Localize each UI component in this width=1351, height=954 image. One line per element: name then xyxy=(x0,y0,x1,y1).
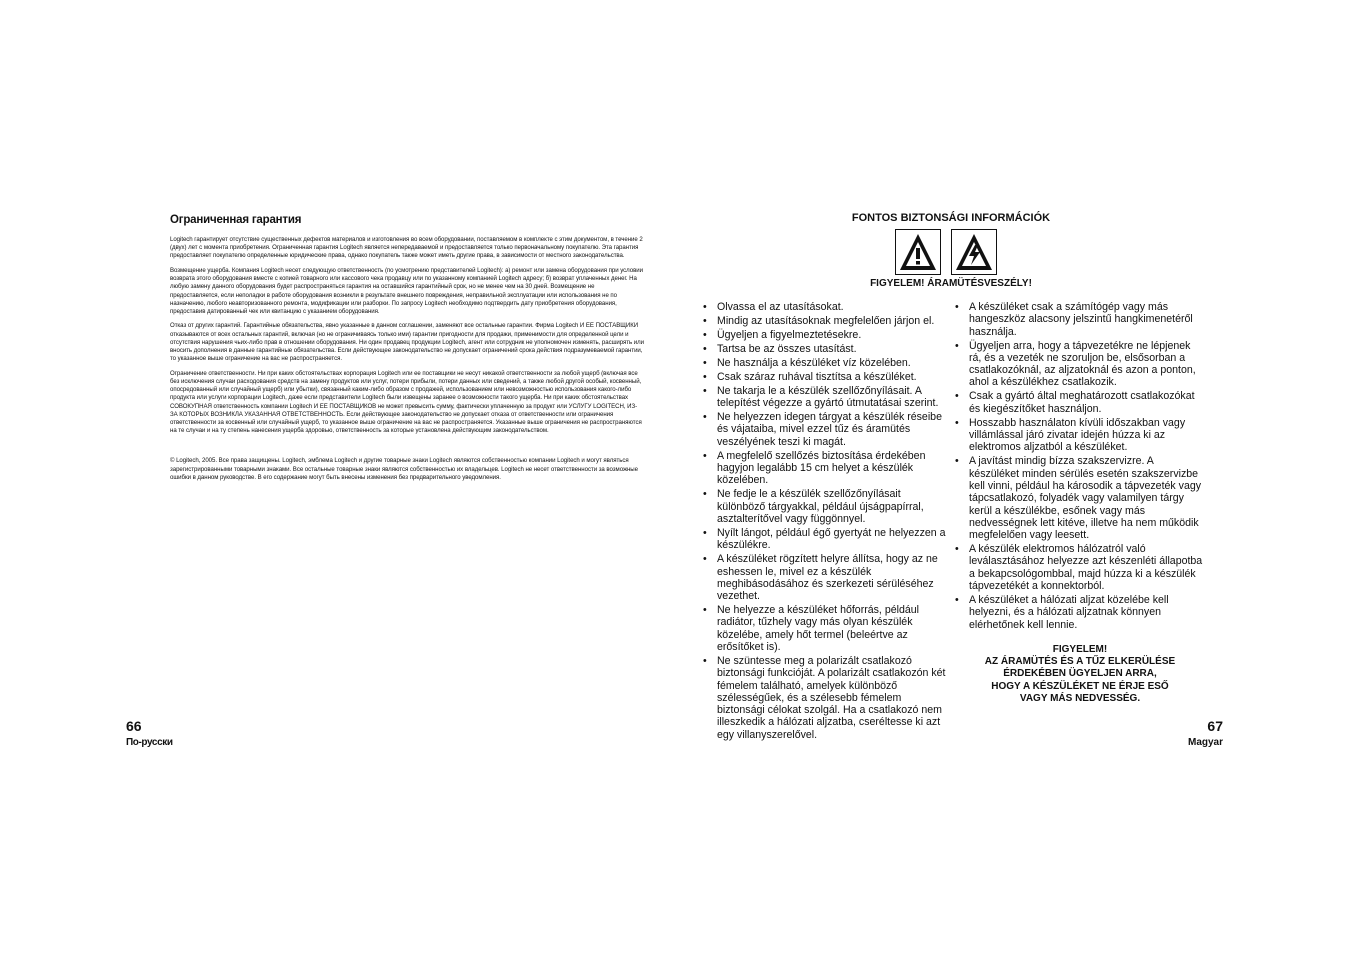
bullet-icon: • xyxy=(955,543,959,556)
safety-list-text: Mindig az utasításoknak megfelelően járjon el. xyxy=(717,314,935,327)
safety-list-text: Ne helyezzen idegen tárgyat a készülék réseibe és vájataiba, mivel ezzel tűz és áramütés veszélyének teszi ki magát. xyxy=(717,411,942,448)
safety-list-item xyxy=(955,594,1205,631)
bullet-icon: • xyxy=(703,604,707,617)
page-number-left: 66 xyxy=(126,718,142,734)
safety-list-item xyxy=(703,527,948,552)
bullet-icon: • xyxy=(955,339,959,352)
safety-list-text: Ügyeljen a figyelmeztetésekre. xyxy=(717,328,862,341)
safety-list-item xyxy=(703,655,948,741)
page-language-right: Magyar xyxy=(1187,737,1223,748)
page-language-left: По-русски xyxy=(126,737,173,748)
safety-list-text: Csak a gyártó által meghatározott csatlakozókat és kiegészítőket használjon. xyxy=(969,390,1195,415)
safety-list-text: Ne takarja le a készülék szellőzőnyílásait. A telepítést végezze a gyártó útmutatásai szerint. xyxy=(717,384,939,410)
bullet-icon: • xyxy=(955,390,959,403)
lightning-warning-icon xyxy=(951,229,997,275)
page-number-right: 67 xyxy=(1207,718,1223,734)
safety-list-text: Ne fedje le a készülék szellőzőnyílásait különböző tárgyakkal, például újságpapírral, asztalterítővel vagy függönnyel. xyxy=(717,488,924,525)
warranty-paragraph: Ограничение ответственности. Ни при каких обстоятельствах корпорация Logitech или ее поставщики не несут никакой ответственности за любой ущерб (включая все без исключения случаи расходования средств на замену продуктов или услуг, потери прибыли, потери данных или сведений, а также любой другой особый, косвенный, опосредованный или случайный ущерб) или убытки), связанный каким-либо образом с продажей, использованием или невозможностью использования какого-либо продукта или услуги корпорации Logitech, даже если представители Logitech были извещены заранее о возможности такого ущерба. Ни при каких обстоятельствах СОВОКУПНАЯ ответственность компании Logitech И ЕЕ ПОСТАВЩИКОВ не может превысить сумму, фактически уплаченную за продукт или УСЛУГУ LOGITECH, ИЗ-ЗА КОТОРЫХ ВОЗНИКЛА УКАЗАННАЯ ОТВЕТСТВЕННОСТЬ. Если действующее законодательство не допускает отказа от ответственности или ограничения ответственности за косвенный или случайный ущерб, то указанное выше ограничение на вас не распространяется. Указанные выше ограничения не распространяются на те случаи и на ту степень нанесения ущерба здоровью, ответственность за которые установлена действующим законодательством. xyxy=(170,369,642,435)
bullet-icon: • xyxy=(703,342,707,355)
warranty-body xyxy=(170,236,644,488)
bullet-icon: • xyxy=(703,411,707,424)
safety-list-item xyxy=(703,357,948,369)
safety-list-right xyxy=(955,301,1205,633)
exclamation-warning-icon xyxy=(895,229,941,275)
copyright-paragraph: © Logitech, 2005. Все права защищены. Logitech, эмблема Logitech и другие товарные знаки Logitech являются собственностью компании Logitech и могут являться зарегистрированными товарными знаками. Все остальные товарные знаки являются собственностью их владельцев. Logitech не несет ответственности за возможные ошибки в данном руководстве. В его содержание могут быть внесены изменения без предварительного уведомления. xyxy=(170,457,638,481)
bullet-icon: • xyxy=(703,370,707,383)
safety-list-item xyxy=(955,340,1205,389)
safety-list-item xyxy=(703,385,948,410)
safety-list-text: Tartsa be az összes utasítást. xyxy=(717,342,857,355)
bullet-icon: • xyxy=(703,384,707,397)
warning-note-line: AZ ÁRAMÜTÉS ÉS A TŰZ ELKERÜLÉSE xyxy=(984,656,1176,668)
warranty-paragraph: Отказ от других гарантий. Гарантийные обязательства, явно указанные в данном соглашении, заменяют все остальные гарантии. Фирма Logitech И ЕЕ ПОСТАВЩИКИ отказываются от всех остальных гарантий, включая (но не ограничиваясь только ими) гарантии пригодности для продажи, применимости для определенной цели и отсутствия нарушения чьих-либо прав в отношении оборудования. Ни один продавец продукции Logitech, агент или сотрудник не уполномочен изменять, расширять или вносить дополнения в данные гарантийные обязательства. Если действующее законодательство не допускает ограничений срока действия подразумеваемой гарантии, то указанное выше ограничение на вас не распространяется. xyxy=(170,322,645,363)
bullet-icon: • xyxy=(703,314,707,327)
safety-list-left xyxy=(703,301,948,743)
safety-list-item xyxy=(703,301,948,313)
safety-list-text: Nyílt lángot, például égő gyertyát ne helyezzen a készülékre. xyxy=(717,526,946,552)
safety-list-text: Ne helyezze a készüléket hőforrás, például radiátor, tűzhely vagy más olyan készülék közelébe, amely hőt termel (beleértve az erősítőket is). xyxy=(717,604,919,653)
safety-list-text: Hosszabb használaton kívüli időszakban vagy villámlással járó zivatar idején húzza ki az elektromos aljzatból a készüléket. xyxy=(969,416,1186,454)
bullet-icon: • xyxy=(703,488,707,501)
safety-list-item xyxy=(703,604,948,653)
safety-list-item xyxy=(955,390,1205,415)
safety-list-item xyxy=(703,371,948,383)
left-page xyxy=(0,0,675,954)
safety-list-text: Ügyeljen arra, hogy a tápvezetékre ne lépjenek rá, és a vezeték ne szoruljon be, elsősorban a csatlakozóknál, az aljzatoknál és azon a ponton, ahol a készülékhez csatlakozik. xyxy=(969,339,1196,389)
warranty-title: Ограниченная гарантия xyxy=(170,214,302,226)
safety-list-item xyxy=(955,417,1205,454)
bullet-icon: • xyxy=(703,449,707,462)
bullet-icon: • xyxy=(703,328,707,341)
safety-list-item xyxy=(703,488,948,525)
warranty-paragraph: Возмещение ущерба. Компания Logitech несет следующую ответственность (по усмотрению представителей Logitech): а) ремонт или замена оборудования при условии возврата этого оборудования вместе с копией товарного или кассового чека продавцу или по указанному компанией Logitech адресу; б) возврат уплаченных денег. На любую замену данного оборудования будет распространяться гарантия на оставшийся гарантийный срок, но не менее чем на 30 дней. Возмещение не предоставляется, если неполадки в работе оборудования возникли в результате внешнего повреждения, неправильной эксплуатации или использования не по назначению, любого неавторизованного ремонта, модификации или разборки. По запросу Logitech необходимо подтвердить дату приобретения оборудования, предоставив датированный чек или квитанцию с указанием оборудования. xyxy=(170,266,643,315)
safety-list-text: A készülék elektromos hálózatról való leválasztásához helyezze azt készenléti állapotba a bekapcsológombbal, majd húzza ki a készülék tápvezetékét a konnektorból. xyxy=(969,543,1203,592)
hazard-symbols xyxy=(895,229,1005,275)
safety-list-text: A javítást mindig bízza szakszervizre. A készüléket minden sérülés esetén szakszervizbe kell vinni, például ha károsodik a tápvezeték vagy tápcsatlakozó, folyadék vagy valamilyen tárgy kerül a készülékbe, esőnek vagy más nedvességnek lett kitéve, illetve ha nem működik megfelelően vagy leesett. xyxy=(969,455,1202,542)
safety-list-item xyxy=(703,329,948,341)
safety-list-text: Olvassa el az utasításokat. xyxy=(717,301,844,313)
safety-heading: FONTOS BIZTONSÁGI INFORMÁCIÓK xyxy=(851,212,1051,224)
safety-list-text: A készüléket csak a számítógép vagy más hangeszköz alacsony jelszintű hangkimenetéről használja. xyxy=(969,301,1193,338)
safety-list-item xyxy=(955,455,1205,541)
warranty-paragraph: Logitech гарантирует отсутствие существенных дефектов материалов и изготовления во всем оборудовании, поставляемом в комплекте с этим документом, в течение 2 (двух) лет с момента приобретения. Ограниченная гарантия Logitech является непередаваемой и предоставляется только первоначальному покупателю. Эта гарантия предоставляет покупателю определенные юридические права, однако покупатель также может иметь другие права, в зависимости от местного законодательства. xyxy=(170,236,643,260)
warning-note-line: HOGY A KÉSZÜLÉKET NE ÉRJE ESŐ xyxy=(991,680,1169,692)
bullet-icon: • xyxy=(703,526,707,539)
safety-list-text: Ne szüntesse meg a polarizált csatlakozó biztonsági funkcióját. A polarizált csatlakozón két fémelem található, amelyek különböző szélességűek, és a szélesebb fémelem biztonsági célokat szolgál. Ha a csatlakozó nem illeszkedik a hálózati aljzatba, cseréltesse ki azt egy villanyszerelővel. xyxy=(717,654,946,741)
safety-list-item xyxy=(955,543,1205,592)
bullet-icon: • xyxy=(955,416,959,429)
safety-list-item xyxy=(955,301,1205,338)
safety-list-text: A megfelelő szellőzés biztosítása érdekében hagyjon legalább 15 cm helyet a készülék közelében. xyxy=(717,449,926,487)
safety-list-item xyxy=(703,315,948,327)
shock-warning-label: FIGYELEM! ÁRAMÜTÉSVESZÉLY! xyxy=(870,278,1032,289)
bullet-icon: • xyxy=(703,553,707,566)
bullet-icon: • xyxy=(955,593,959,606)
warning-note xyxy=(955,644,1205,705)
bullet-icon: • xyxy=(703,301,707,313)
bullet-icon: • xyxy=(703,356,707,369)
bullet-icon: • xyxy=(955,455,959,468)
safety-list-item xyxy=(703,411,948,448)
safety-list-item xyxy=(703,553,948,602)
safety-list-text: Ne használja a készüléket víz közelében. xyxy=(717,356,911,369)
safety-list-item xyxy=(703,450,948,487)
warning-note-line: FIGYELEM! xyxy=(1052,644,1108,655)
safety-list-text: A készüléket a hálózati aljzat közelébe kell helyezni, és a hálózati aljzatnak könnyen elérhetőnek kell lennie. xyxy=(969,593,1169,631)
safety-list-text: Csak száraz ruhával tisztítsa a készüléket. xyxy=(717,370,917,383)
right-page xyxy=(675,0,1351,954)
bullet-icon: • xyxy=(703,654,707,667)
bullet-icon: • xyxy=(955,301,959,313)
warning-note-line: ÉRDEKÉBEN ÜGYELJEN ARRA, xyxy=(1003,668,1157,680)
warning-note-line: VAGY MÁS NEDVESSÉG. xyxy=(1019,692,1141,704)
safety-list-text: A készüléket rögzített helyre állítsa, hogy az ne eshessen le, mivel ez a készülék meghibásodásához és szerkezeti sérüléséhez vezethet. xyxy=(717,553,938,603)
safety-list-item xyxy=(703,343,948,355)
